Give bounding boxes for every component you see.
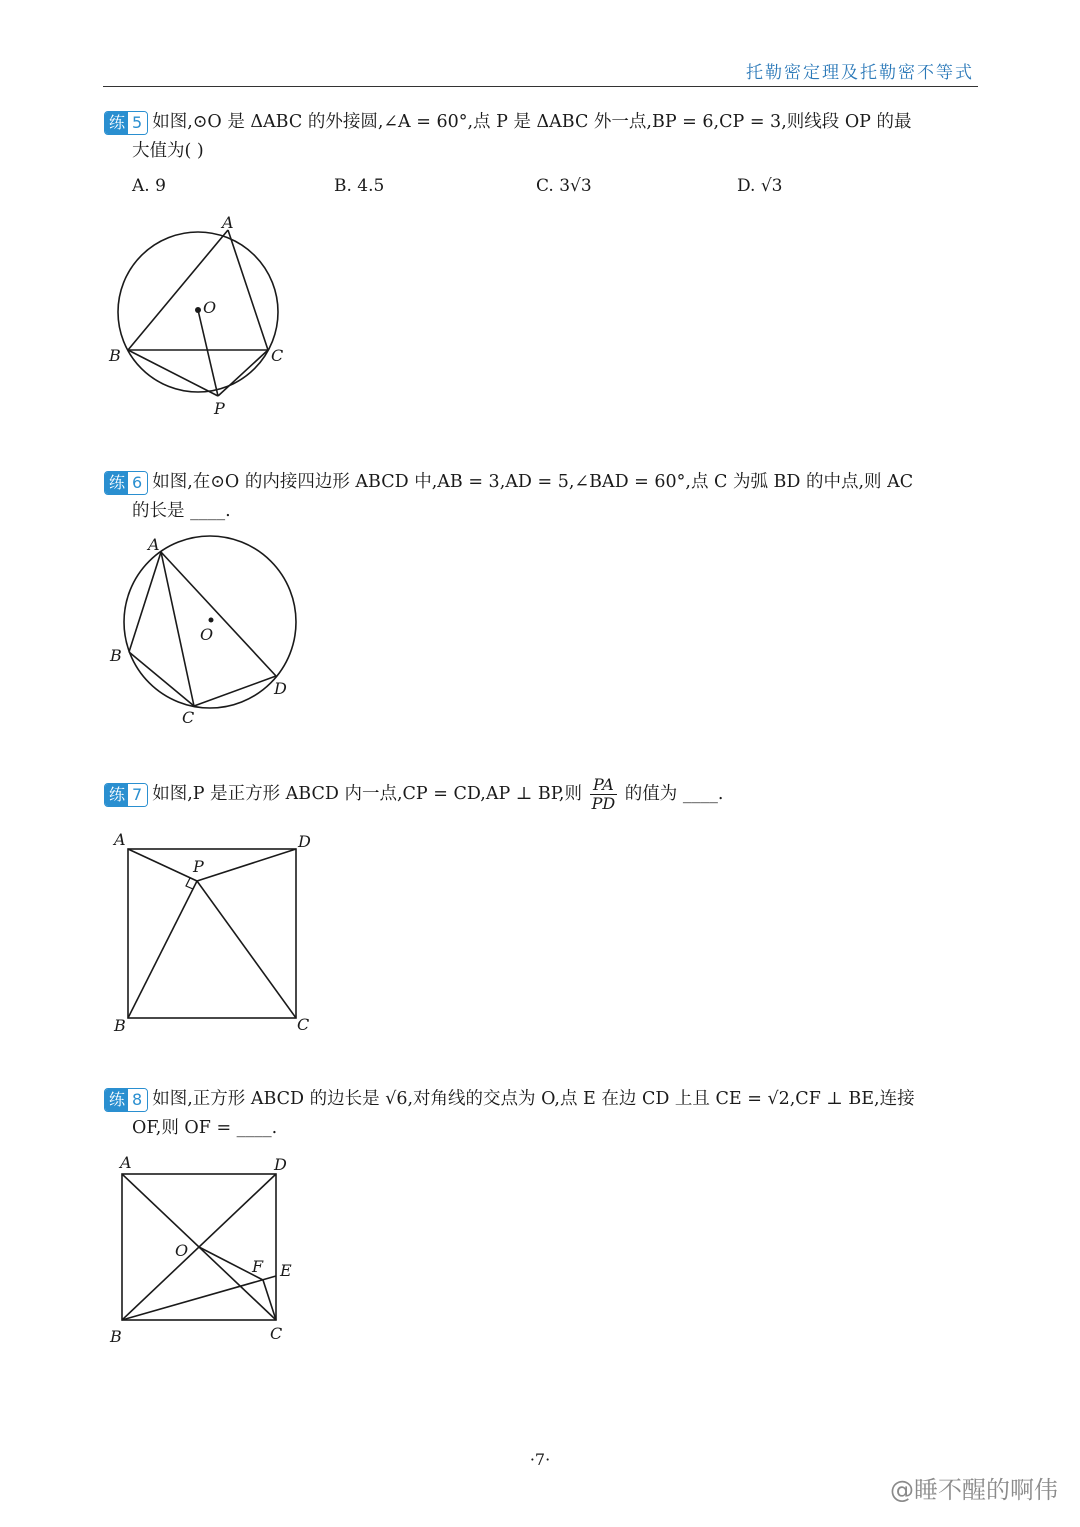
problem-6 xyxy=(104,468,980,526)
label-o: O xyxy=(203,298,217,317)
label-c: C xyxy=(271,346,284,365)
fraction-pa-pd: $\frac{PA}{PD}$ xyxy=(591,775,616,813)
header-rule xyxy=(103,86,978,87)
choice-b: B. 4.5 xyxy=(334,176,385,196)
problem-text-after: 的值为 ____. xyxy=(624,784,724,804)
label-b: B xyxy=(110,646,122,665)
problem-text-line1: 如图,正方形 ABCD 的边长是 √6,对角线的交点为 O,点 E 在边 CD 上且 CE = √2,CF ⊥ BE,连接 xyxy=(152,1089,915,1109)
label-f: F xyxy=(252,1257,264,1276)
choice-c: C. 3√3 xyxy=(536,176,592,196)
problem-badge: 练 5 xyxy=(104,111,148,135)
choice-d: D. √3 xyxy=(737,176,783,196)
figure-problem-6 xyxy=(100,530,310,735)
label-o: O xyxy=(175,1241,189,1260)
problem-7 xyxy=(104,776,980,813)
label-e: E xyxy=(280,1261,292,1280)
label-b: B xyxy=(110,1327,122,1346)
header-title: 托勒密定理及托勒密不等式 xyxy=(746,63,974,83)
problem-text-line2: OF,则 OF = ____. xyxy=(132,1118,278,1138)
problem-text-line1: 如图,在⊙O 的内接四边形 ABCD 中,AB = 3,AD = 5,∠BAD = 60°,点 C 为弧 BD 的中点,则 AC xyxy=(152,472,914,492)
label-a: A xyxy=(148,535,160,554)
label-c: C xyxy=(297,1015,310,1034)
label-b: B xyxy=(114,1016,126,1035)
label-p: P xyxy=(193,857,204,876)
problem-text-line2: 大值为( ) xyxy=(132,141,204,161)
label-d: D xyxy=(274,679,287,698)
label-p: P xyxy=(214,399,225,418)
problem-badge: 练 6 xyxy=(104,471,148,495)
figure-problem-7 xyxy=(100,825,325,1040)
watermark: @睡不醒的啊伟 xyxy=(890,1476,1058,1504)
label-a: A xyxy=(114,830,126,849)
label-d: D xyxy=(298,832,311,851)
label-a: A xyxy=(120,1153,132,1172)
figure-problem-5 xyxy=(100,210,300,425)
label-c: C xyxy=(182,708,195,727)
label-o: O xyxy=(200,625,214,644)
problem-badge: 练 8 xyxy=(104,1088,148,1112)
label-a: A xyxy=(222,213,234,232)
figure-problem-8 xyxy=(100,1150,310,1355)
problem-8 xyxy=(104,1085,980,1143)
problem-text-before: 如图,P 是正方形 ABCD 内一点,CP = CD,AP ⊥ BP,则 xyxy=(152,784,582,804)
problem-text-line1: 如图,⊙O 是 ΔABC 的外接圆,∠A = 60°,点 P 是 ΔABC 外一点,BP = 6,CP = 3,则线段 OP 的最 xyxy=(152,112,912,132)
choice-a: A. 9 xyxy=(132,176,166,196)
label-b: B xyxy=(109,346,121,365)
label-c: C xyxy=(270,1324,283,1343)
problem-text-line2: 的长是 ____. xyxy=(132,501,231,521)
label-d: D xyxy=(274,1155,287,1174)
problem-5 xyxy=(104,108,980,166)
page-number: ·7· xyxy=(529,1450,551,1469)
problem-badge: 练 7 xyxy=(104,783,148,807)
